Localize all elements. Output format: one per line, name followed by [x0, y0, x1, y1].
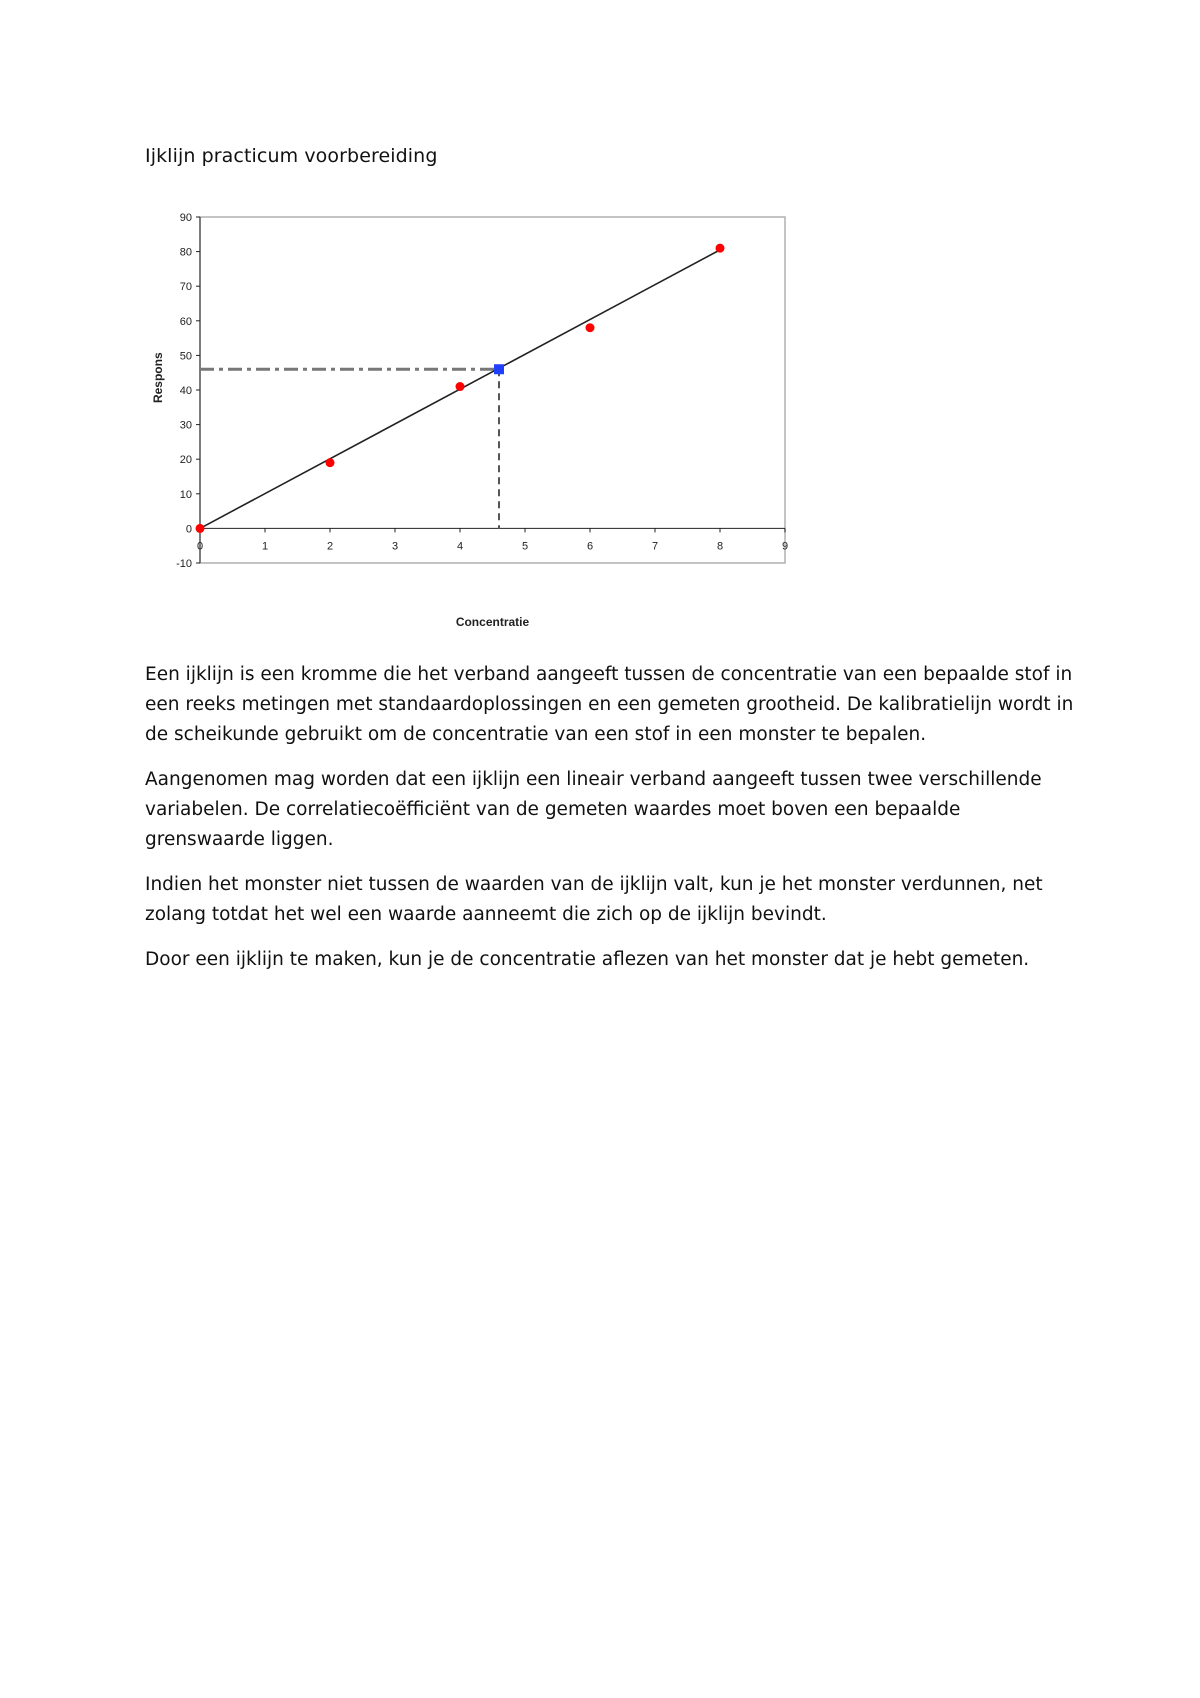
x-axis-title: Concentratie	[455, 615, 530, 629]
x-tick-label: 9	[781, 540, 789, 553]
document-body	[145, 660, 1075, 990]
data-point	[326, 458, 335, 467]
y-tick-label: 0	[185, 523, 192, 536]
data-point	[456, 382, 465, 391]
x-tick-label: 3	[391, 540, 399, 553]
paragraph-linear: Aangenomen mag worden dat een ijklijn een lineair verband aangeeft tussen twee verschillende variabelen. De correlatiecoëfficiënt van de gemeten waardes moet boven een bepaalde grenswaarde liggen.	[145, 769, 1042, 850]
y-tick-label: 30	[179, 419, 192, 432]
y-tick-label: 50	[179, 350, 192, 363]
paragraph-definition: Een ijklijn is een kromme die het verband aangeeft tussen de concentratie van een bepaalde stof in een reeks metingen met standaardoplossingen en een gemeten grootheid. De kalibratielijn wordt in de scheikunde gebruikt om de concentratie van een stof in een monster te bepalen.	[145, 664, 1074, 745]
x-tick-label: 0	[196, 540, 204, 553]
paragraph-dilution: Indien het monster niet tussen de waarden van de ijklijn valt, kun je het monster verdunnen, net zolang totdat het wel een waarde aanneemt die zich op de ijklijn bevindt.	[145, 874, 1043, 925]
x-tick-label: 8	[716, 540, 724, 553]
x-tick-label: 4	[456, 540, 464, 553]
x-tick-label: 6	[586, 540, 594, 553]
x-tick-label: 1	[261, 540, 269, 553]
x-tick-label: 2	[326, 540, 334, 553]
y-tick-label: 70	[179, 281, 192, 294]
sample-point	[494, 364, 504, 374]
x-tick-label: 5	[521, 540, 529, 553]
x-tick-label: 7	[651, 540, 659, 553]
y-tick-label: 20	[179, 454, 192, 467]
y-tick-label: 10	[179, 488, 192, 501]
calibration-chart-svg	[145, 205, 875, 635]
y-tick-label: 60	[179, 315, 192, 328]
y-tick-label: 80	[179, 246, 192, 259]
y-tick-label: 90	[179, 212, 192, 224]
data-point	[716, 244, 725, 253]
calibration-chart	[145, 205, 875, 635]
document-title: Ijklijn practicum voorbereiding	[145, 145, 438, 167]
plot-area	[200, 217, 785, 563]
y-tick-label: 40	[179, 385, 192, 397]
y-tick-label: -10	[176, 558, 192, 570]
data-point	[586, 323, 595, 332]
y-axis-title: Respons	[151, 352, 165, 404]
paragraph-conclusion: Door een ijklijn te maken, kun je de concentratie aflezen van het monster dat je hebt gemeten.	[145, 949, 1030, 970]
data-point	[196, 524, 205, 533]
